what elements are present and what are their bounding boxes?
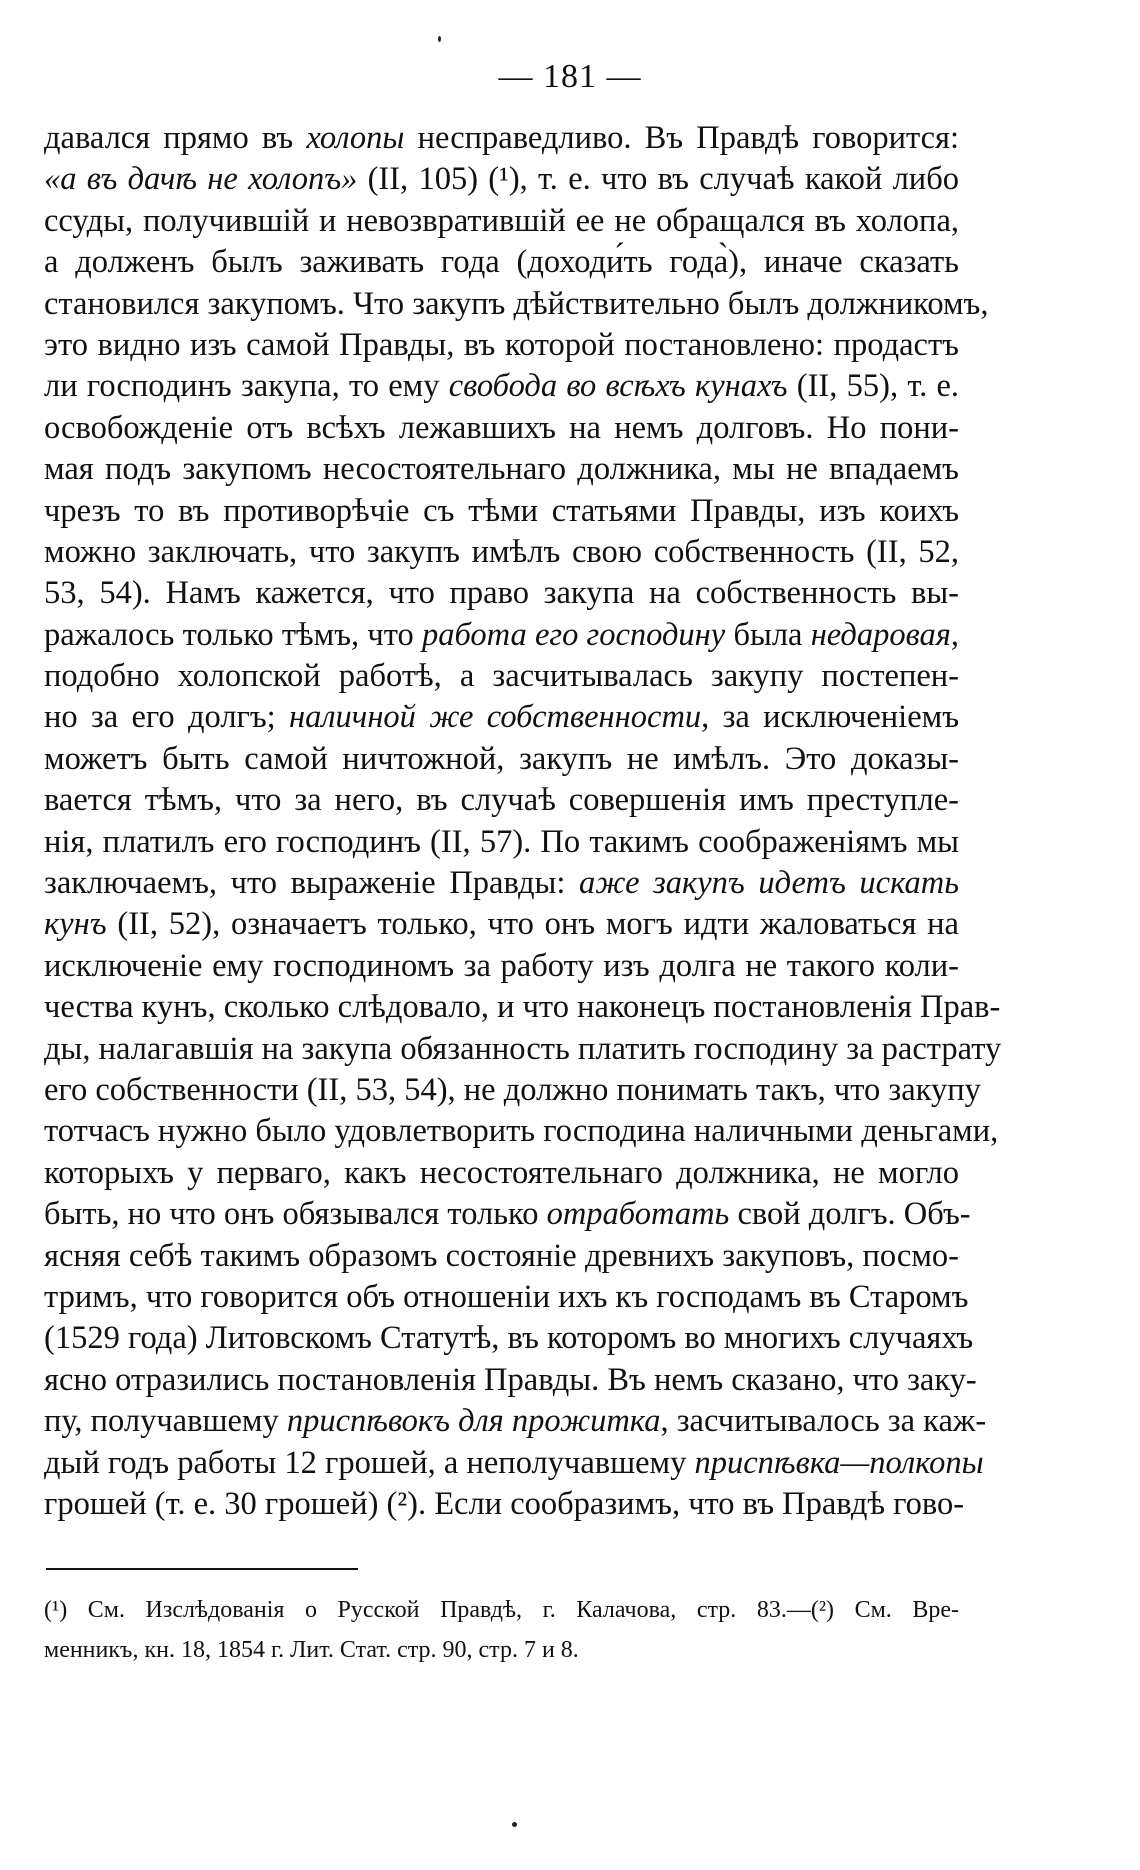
- text-line: [44, 449, 959, 490]
- text-segment: , засчитывалось за каж-: [660, 1403, 987, 1440]
- italic-phrase: отработать: [546, 1196, 730, 1233]
- text-line: [44, 739, 959, 780]
- footnote-rule: [46, 1568, 358, 1570]
- italic-phrase: свобода во всѣхъ кунахъ: [448, 368, 788, 405]
- text-segment: можетъ быть самой ничтожной, закупъ не имѣлъ. Это доказы-: [44, 740, 959, 777]
- print-speck-top: [438, 36, 441, 42]
- text-segment: несправедливо. Въ Правдѣ говорится:: [404, 120, 959, 156]
- text-segment: дый годъ работы 12 грошей, а неполучавшему: [44, 1444, 695, 1481]
- text-line: [44, 904, 959, 945]
- text-segment: подобно холопской работѣ, а засчитывалась закупу постепен-: [44, 658, 959, 695]
- text-segment: была: [725, 616, 811, 653]
- italic-phrase: недаровая: [810, 616, 951, 653]
- text-segment: которыхъ у перваго, какъ несостоятельнаго должника, не могло: [44, 1154, 959, 1191]
- text-line: [44, 615, 959, 656]
- text-line: [44, 1443, 984, 1484]
- footnote-line: менникъ, кн. 18, 1854 г. Лит. Стат. стр. 90, стр. 7 и 8.: [44, 1637, 579, 1663]
- text-line: [44, 1153, 959, 1194]
- text-line: [44, 408, 959, 449]
- text-line: [44, 284, 989, 325]
- footnotes: [44, 1590, 959, 1670]
- text-segment: заключаемъ, что выраженіе Правды:: [44, 865, 580, 902]
- text-line: [44, 532, 959, 573]
- text-line: [44, 697, 959, 738]
- italic-phrase: кунъ: [44, 906, 107, 943]
- italic-phrase: «а въ дачѣ не холопъ»: [44, 161, 358, 198]
- text-line: [44, 1236, 959, 1277]
- text-line: [44, 242, 959, 283]
- text-line: [44, 366, 959, 407]
- text-segment: ды, налагавшія на закупа обязанность платить господину за растрату: [44, 1030, 1002, 1067]
- text-line: [44, 656, 959, 697]
- text-line: [44, 325, 959, 366]
- text-segment: это видно изъ самой Правды, въ которой постановлено: продастъ: [44, 326, 959, 363]
- text-line: [44, 491, 959, 532]
- text-segment: грошей (т. е. 30 грошей) (²). Если сообразимъ, что въ Правдѣ гово-: [44, 1485, 965, 1522]
- text-segment: ясняя себѣ такимъ образомъ состояніе древнихъ закуповъ, посмо-: [44, 1237, 959, 1274]
- text-segment: свой долгъ. Объ-: [729, 1196, 971, 1233]
- text-segment: (II, 105) (¹), т. е. что въ случаѣ какой либо: [357, 161, 959, 198]
- italic-phrase: работа его господину: [421, 616, 726, 653]
- text-segment: освобожденіе отъ всѣхъ лежавшихъ на немъ долговъ. Но пони-: [44, 409, 959, 446]
- text-line: [44, 1111, 999, 1152]
- text-line: [44, 863, 959, 904]
- text-segment: тотчасъ нужно было удовлетворить господина наличными деньгами,: [44, 1113, 999, 1150]
- text-line: [44, 1070, 981, 1111]
- text-segment: его собственности (II, 53, 54), не должно понимать такъ, что закупу: [44, 1071, 981, 1108]
- text-segment: ясно отразились постановленія Правды. Въ немъ сказано, что заку-: [44, 1361, 977, 1398]
- text-segment: , за исключеніемъ: [701, 699, 959, 736]
- text-segment: чрезъ то въ противорѣчіе съ тѣми статьями Правды, изъ коихъ: [44, 492, 959, 529]
- text-segment: вается тѣмъ, что за него, въ случаѣ совершенія имъ преступле-: [44, 782, 959, 819]
- text-segment: мая подъ закупомъ несостоятельнаго должника, мы не впадаемъ: [44, 451, 959, 488]
- text-segment: ,: [950, 616, 959, 653]
- italic-phrase: приспѣвка—полкопы: [694, 1444, 984, 1481]
- text-segment: пу, получавшему: [44, 1403, 287, 1440]
- italic-phrase: холопы: [306, 120, 405, 156]
- italic-phrase: аже закупъ идетъ искать: [579, 865, 959, 902]
- text-line: [44, 159, 959, 200]
- text-segment: тримъ, что говорится объ отношеніи ихъ къ господамъ въ Старомъ: [44, 1278, 969, 1315]
- text-segment: (II, 52), означаетъ только, что онъ могъ идти жаловаться на: [106, 906, 959, 943]
- text-line: [44, 946, 959, 987]
- text-segment: исключеніе ему господиномъ за работу изъ долга не такого коли-: [44, 947, 959, 984]
- text-line: [44, 1318, 974, 1359]
- text-segment: но за его долгъ;: [44, 699, 290, 736]
- text-line: [44, 1484, 965, 1525]
- text-line: [44, 1029, 1002, 1070]
- print-speck-bottom: [512, 1822, 517, 1827]
- text-segment: (1529 года) Литовскомъ Статутѣ, въ которомъ во многихъ случаяхъ: [44, 1320, 974, 1357]
- text-segment: 53, 54). Намъ кажется, что право закупа на собственность вы-: [44, 575, 959, 612]
- text-line: [44, 822, 959, 863]
- text-line: [44, 573, 959, 614]
- text-line: [44, 118, 959, 159]
- text-segment: ражалось только тѣмъ, что: [44, 616, 422, 653]
- text-segment: быть, но что онъ обязывался только: [44, 1196, 547, 1233]
- italic-phrase: приспѣвокъ для прожитка: [286, 1403, 661, 1440]
- text-segment: чества кунъ, сколько слѣдовало, и что наконецъ постановленія Прав-: [44, 989, 1001, 1026]
- page-number: — 181 —: [498, 58, 642, 95]
- text-segment: становился закупомъ. Что закупъ дѣйствительно былъ должникомъ,: [44, 285, 989, 322]
- footnote-line: (¹) См. Изслѣдованія о Русской Правдѣ, г. Калачова, стр. 83.—(²) См. Вре-: [44, 1597, 959, 1623]
- text-line: [44, 1401, 987, 1442]
- text-segment: ссуды, получившій и невозвратившій ее не обращался въ холопа,: [44, 202, 959, 239]
- text-segment: (II, 55), т. е.: [787, 368, 959, 405]
- text-segment: давался прямо въ: [44, 120, 307, 156]
- text-line: [44, 1194, 971, 1235]
- text-line: [44, 1360, 977, 1401]
- text-segment: можно заключать, что закупъ имѣлъ свою собственность (II, 52,: [44, 533, 959, 570]
- text-segment: ли господинъ закупа, то ему: [44, 368, 449, 405]
- text-segment: нія, платилъ его господинъ (II, 57). По такимъ соображеніямъ мы: [44, 823, 959, 860]
- text-line: [44, 780, 959, 821]
- italic-phrase: наличной же собственности: [289, 699, 702, 736]
- body-text: [44, 118, 1002, 1525]
- text-line: [44, 201, 959, 242]
- text-line: [44, 1277, 969, 1318]
- text-segment: а долженъ былъ заживать года (доходи́ть года̀), иначе сказать: [44, 244, 959, 281]
- text-line: [44, 987, 1001, 1028]
